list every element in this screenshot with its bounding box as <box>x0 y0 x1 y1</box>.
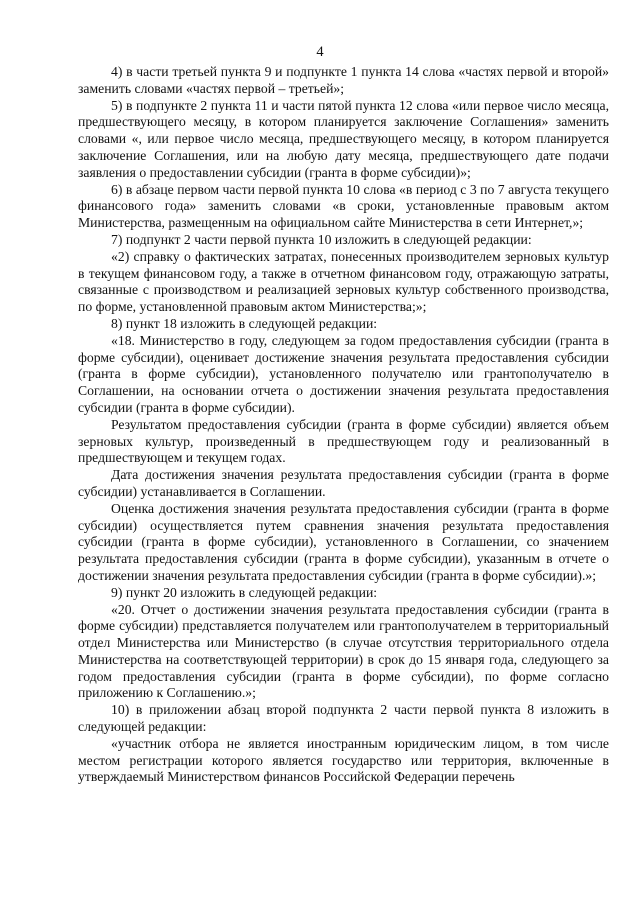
paragraph-result-evaluation: Оценка достижения значения результата предоставления субсидии (гранта в форме субсидии) осуществляется путем сравнения значения результата предоставления субсидии (гранта в форме субсидии), установленного в Соглашении, со значением результата предоставления субсидии (гранта в форме субсидии), указанным в отчете о достижении значения результата предоставления субсидии (гранта в форме субсидии).»; <box>78 500 609 583</box>
paragraph-quoted-point-18: «18. Министерство в году, следующем за годом предоставления субсидии (гранта в форме субсидии), оценивает достижение значения результата предоставления субсидии (гранта в форме субсидии), установленного получателю или грантополучателю в Соглашении, на основании отчета о достижении значения результата предоставления субсидии (гранта в форме субсидии). <box>78 332 609 415</box>
paragraph-amendment-9: 9) пункт 20 изложить в следующей редакции: <box>111 584 378 600</box>
paragraph-amendment-10: 10) в приложении абзац второй подпункта 2 части первой пункта 8 изложить в следующей редакции: <box>78 702 609 735</box>
paragraph-amendment-4: 4) в части третьей пункта 9 и подпункте 1 пункта 14 слова «частях первой и второй» заменить словами «частях первой – третьей»; <box>78 64 609 96</box>
paragraph-amendment-5: 5) в подпункте 2 пункта 11 и части пятой пункта 12 слова «или первое число месяца, предшествующего месяцу, в котором планируется заключение Соглашения» заменить словами «, или первое число месяца, предшествующего месяцу, в котором планируется заключение Соглашения, или на любую дату месяца, предшествующего дате подачи заявления о предоставлении субсидии (гранта в форме субсидии)»; <box>78 97 609 180</box>
paragraph-amendment-8: 8) пункт 18 изложить в следующей редакции: <box>111 315 378 331</box>
paragraph-quoted-participant: «участник отбора не является иностранным юридическим лицом, в том числе местом регистрации которого является государство или территория, включенные в утверждаемый Министерством финансов Российской Федерации перечень <box>78 735 609 785</box>
paragraph-quoted-point-20: «20. Отчет о достижении значения результата предоставления субсидии (гранта в форме субсидии) представляется получателем или грантополучателем в территориальный отдел Министерства или Министерство (в случае отсутствия территориального отдела Министерства на соответствующей территории) в срок до 15 января года, следующего за годом предоставления субсидии (гранта в форме субсидии), по форме согласно приложению к Соглашению.»; <box>78 601 609 701</box>
paragraph-result-date: Дата достижения значения результата предоставления субсидии (гранта в форме субсидии) устанавливается в Соглашении. <box>78 467 609 499</box>
page-number: 4 <box>316 44 324 60</box>
paragraph-quoted-subpoint-2: «2) справку о фактических затратах, понесенных производителем зерновых культур в текущем финансовом году, а также в отчетном финансовом году, отражающую затраты, связанные с производством и реализацией зерновых культур собственного производства, по форме, установленной правовым актом Министерства;»; <box>78 248 609 315</box>
document-body <box>78 64 609 786</box>
paragraph-result-definition: Результатом предоставления субсидии (гранта в форме субсидии) является объем зерновых культур, произведенный в предшествующем году и реализованный в предшествующем и текущем годах. <box>78 416 609 466</box>
paragraph-amendment-7: 7) подпункт 2 части первой пункта 10 изложить в следующей редакции: <box>111 231 532 247</box>
paragraph-amendment-6: 6) в абзаце первом части первой пункта 10 слова «в период с 3 по 7 августа текущего финансового года» заменить словами «в сроки, установленные правовым актом Министерства, размещенным на официальном сайте Министерства в сети Интернет,»; <box>78 181 609 231</box>
